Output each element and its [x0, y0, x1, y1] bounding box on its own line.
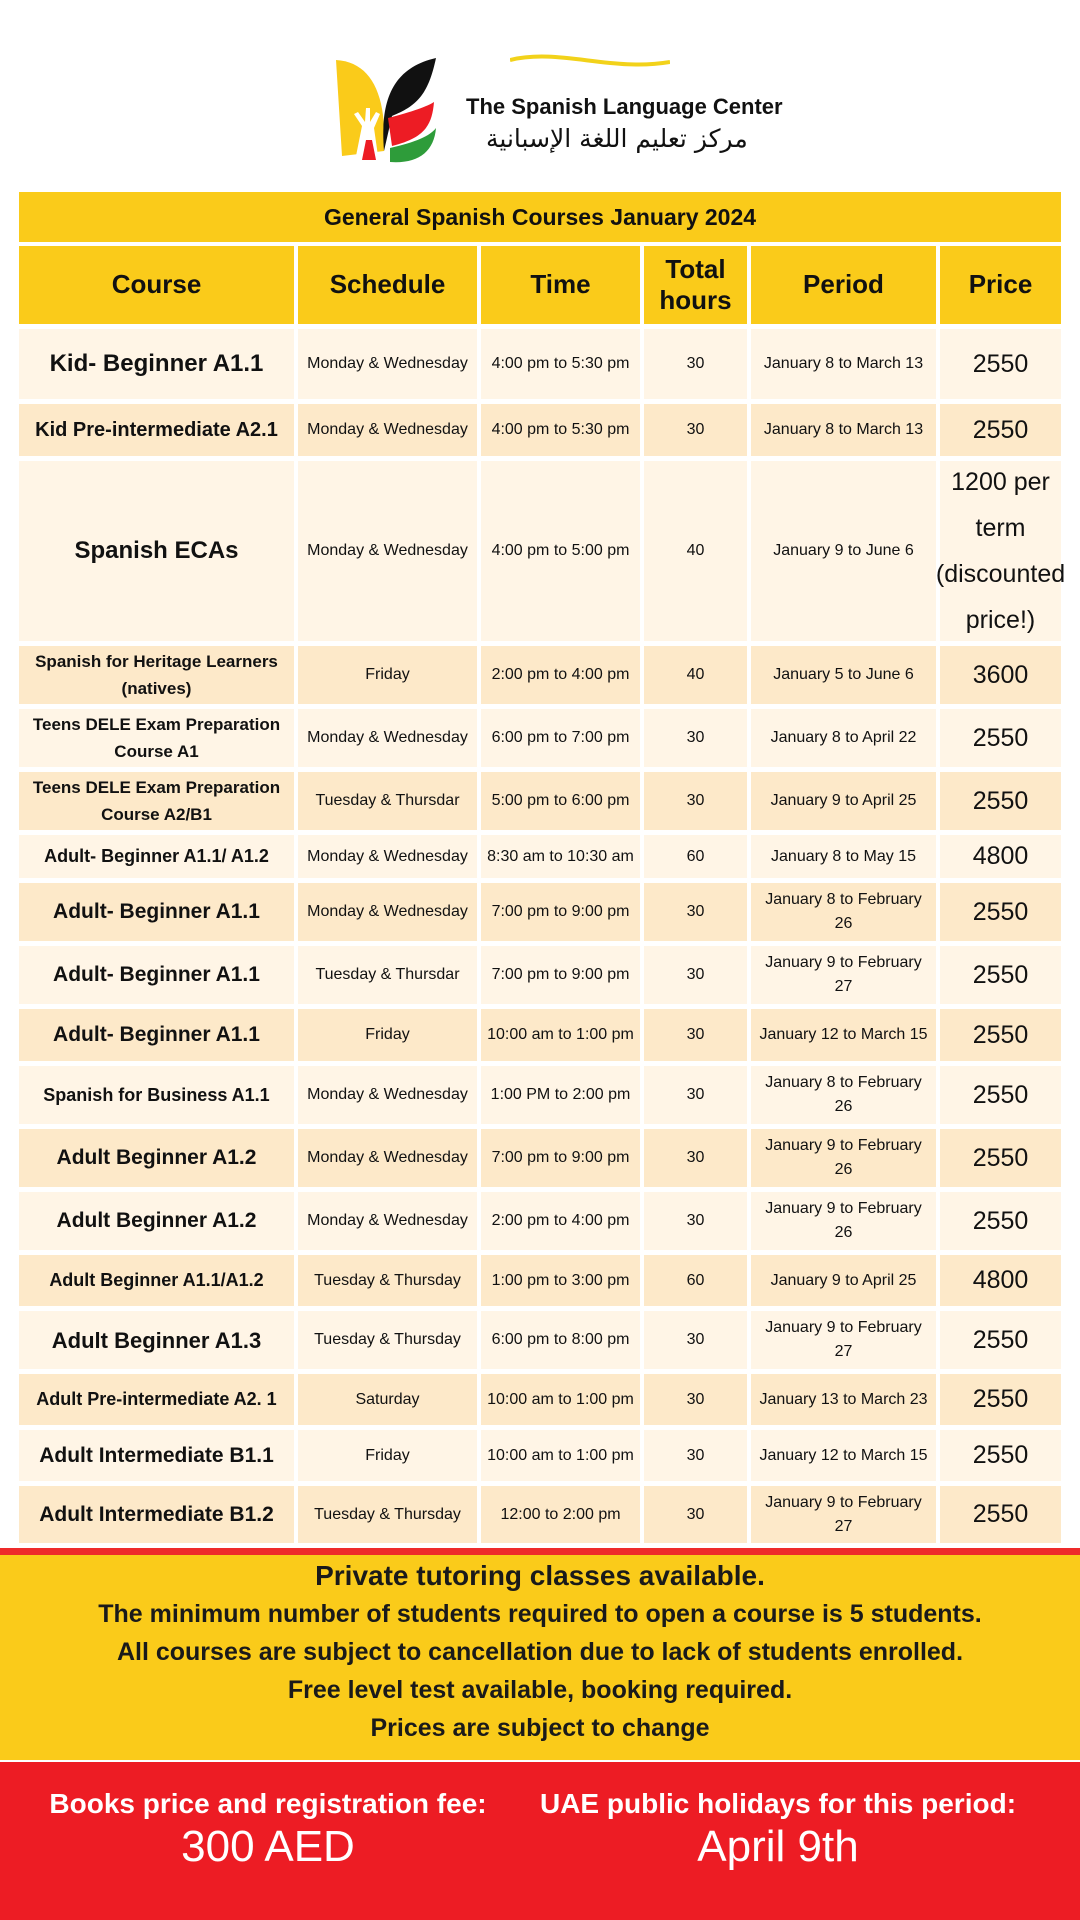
period-cell: January 12 to March 15: [751, 1430, 936, 1481]
time-cell: 6:00 pm to 8:00 pm: [481, 1311, 640, 1369]
course-cell: Adult- Beginner A1.1: [19, 883, 294, 941]
hours-cell: 30: [644, 772, 747, 830]
period-cell: January 8 to March 13: [751, 404, 936, 456]
hours-cell: 30: [644, 1311, 747, 1369]
hours-cell: 30: [644, 1486, 747, 1543]
period-cell: January 8 to March 13: [751, 329, 936, 399]
time-cell: 8:30 am to 10:30 am: [481, 835, 640, 878]
course-cell: Spanish for Business A1.1: [19, 1066, 294, 1124]
holidays-value: April 9th: [697, 1822, 859, 1871]
hours-cell: 30: [644, 883, 747, 941]
footer: [0, 1762, 1080, 1920]
brand-name-arabic: مركز تعليم اللغة الإسبانية: [486, 124, 748, 153]
course-cell: Adult Beginner A1.3: [19, 1311, 294, 1369]
price-cell: 2550: [940, 1129, 1061, 1187]
time-cell: 12:00 to 2:00 pm: [481, 1486, 640, 1543]
books-fee: [0, 1762, 538, 1872]
period-cell: January 13 to March 23: [751, 1374, 936, 1425]
price-cell: 2550: [940, 946, 1061, 1004]
period-cell: January 8 to February 26: [751, 1066, 936, 1124]
header-course: Course: [19, 246, 294, 324]
time-cell: 7:00 pm to 9:00 pm: [481, 883, 640, 941]
price-cell: 4800: [940, 1255, 1061, 1306]
time-cell: 2:00 pm to 4:00 pm: [481, 646, 640, 704]
course-cell: Adult- Beginner A1.1: [19, 946, 294, 1004]
header-total-hours: Total hours: [644, 246, 747, 324]
schedule-cell: Tuesday & Thursdar: [298, 946, 477, 1004]
period-cell: January 9 to February 26: [751, 1192, 936, 1250]
schedule-cell: Tuesday & Thursday: [298, 1255, 477, 1306]
schedule-cell: Monday & Wednesday: [298, 1192, 477, 1250]
period-cell: January 9 to February 26: [751, 1129, 936, 1187]
time-cell: 10:00 am to 1:00 pm: [481, 1374, 640, 1425]
schedule-cell: Tuesday & Thursdar: [298, 772, 477, 830]
books-fee-label: Books price and registration fee:: [49, 1788, 487, 1819]
note-line: The minimum number of students required to open a course is 5 students.: [98, 1600, 982, 1628]
period-cell: January 8 to February 26: [751, 883, 936, 941]
time-cell: 1:00 pm to 3:00 pm: [481, 1255, 640, 1306]
notes-headline: Private tutoring classes available.: [315, 1560, 765, 1591]
price-cell: 2550: [940, 1066, 1061, 1124]
header-price: Price: [940, 246, 1061, 324]
time-cell: 4:00 pm to 5:30 pm: [481, 329, 640, 399]
price-cell: 2550: [940, 1486, 1061, 1543]
holidays: [508, 1762, 1048, 1872]
time-cell: 6:00 pm to 7:00 pm: [481, 709, 640, 767]
price-cell: 2550: [940, 772, 1061, 830]
header-schedule: Schedule: [298, 246, 477, 324]
price-cell: 2550: [940, 1374, 1061, 1425]
course-cell: Kid- Beginner A1.1: [19, 329, 294, 399]
time-cell: 4:00 pm to 5:00 pm: [481, 461, 640, 641]
course-table: [19, 246, 1066, 1543]
schedule-cell: Saturday: [298, 1374, 477, 1425]
hours-cell: 30: [644, 1066, 747, 1124]
schedule-cell: Friday: [298, 1009, 477, 1061]
price-cell: 2550: [940, 1192, 1061, 1250]
course-cell: Adult- Beginner A1.1: [19, 1009, 294, 1061]
hours-cell: 30: [644, 404, 747, 456]
hours-cell: 30: [644, 1192, 747, 1250]
hours-cell: 30: [644, 946, 747, 1004]
period-cell: January 12 to March 15: [751, 1009, 936, 1061]
price-cell: 2550: [940, 404, 1061, 456]
period-cell: January 8 to May 15: [751, 835, 936, 878]
course-cell: Adult Intermediate B1.1: [19, 1430, 294, 1481]
schedule-cell: Tuesday & Thursday: [298, 1486, 477, 1543]
books-fee-value: 300 AED: [181, 1822, 355, 1871]
period-cell: January 9 to April 25: [751, 1255, 936, 1306]
note-line: Prices are subject to change: [370, 1714, 710, 1742]
course-cell: Adult Beginner A1.2: [19, 1129, 294, 1187]
schedule-cell: Monday & Wednesday: [298, 883, 477, 941]
time-cell: 10:00 am to 1:00 pm: [481, 1430, 640, 1481]
course-cell: Adult- Beginner A1.1/ A1.2: [19, 835, 294, 878]
schedule-cell: Tuesday & Thursday: [298, 1311, 477, 1369]
time-cell: 1:00 PM to 2:00 pm: [481, 1066, 640, 1124]
period-cell: January 9 to February 27: [751, 1311, 936, 1369]
price-cell: 3600: [940, 646, 1061, 704]
price-cell: 2550: [940, 1009, 1061, 1061]
header: [0, 0, 1080, 190]
hours-cell: 40: [644, 646, 747, 704]
price-cell: 2550: [940, 709, 1061, 767]
time-cell: 10:00 am to 1:00 pm: [481, 1009, 640, 1061]
time-cell: 4:00 pm to 5:30 pm: [481, 404, 640, 456]
course-cell: Teens DELE Exam Preparation Course A2/B1: [19, 772, 294, 830]
schedule-cell: Monday & Wednesday: [298, 1066, 477, 1124]
course-cell: Adult Beginner A1.2: [19, 1192, 294, 1250]
period-cell: January 5 to June 6: [751, 646, 936, 704]
swoosh-icon: [510, 50, 670, 80]
schedule-cell: Monday & Wednesday: [298, 461, 477, 641]
logo-icon: [332, 56, 442, 166]
course-cell: Adult Beginner A1.1/A1.2: [19, 1255, 294, 1306]
price-cell: 4800: [940, 835, 1061, 878]
course-cell: Spanish for Heritage Learners (natives): [19, 646, 294, 704]
brand-name-english: The Spanish Language Center: [466, 94, 783, 119]
hours-cell: 30: [644, 709, 747, 767]
schedule-cell: Monday & Wednesday: [298, 835, 477, 878]
hours-cell: 30: [644, 1009, 747, 1061]
period-cell: January 9 to February 27: [751, 946, 936, 1004]
time-cell: 7:00 pm to 9:00 pm: [481, 946, 640, 1004]
course-cell: Teens DELE Exam Preparation Course A1: [19, 709, 294, 767]
price-cell: 2550: [940, 883, 1061, 941]
time-cell: 5:00 pm to 6:00 pm: [481, 772, 640, 830]
note-line: Free level test available, booking required.: [287, 1676, 793, 1704]
hours-cell: 30: [644, 1430, 747, 1481]
schedule-cell: Friday: [298, 1430, 477, 1481]
divider: [0, 1548, 1080, 1555]
price-cell: 2550: [940, 1430, 1061, 1481]
period-cell: January 9 to February 27: [751, 1486, 936, 1543]
hours-cell: 60: [644, 1255, 747, 1306]
schedule-cell: Friday: [298, 646, 477, 704]
price-cell: 1200 per term (discounted price!): [940, 461, 1061, 641]
note-line: All courses are subject to cancellation due to lack of students enrolled.: [116, 1638, 964, 1666]
header-time: Time: [481, 246, 640, 324]
header-period: Period: [751, 246, 936, 324]
notes-panel: [0, 1555, 1080, 1760]
schedule-cell: Monday & Wednesday: [298, 329, 477, 399]
course-cell: Kid Pre-intermediate A2.1: [19, 404, 294, 456]
period-cell: January 9 to June 6: [751, 461, 936, 641]
hours-cell: 60: [644, 835, 747, 878]
hours-cell: 40: [644, 461, 747, 641]
course-cell: Adult Intermediate B1.2: [19, 1486, 294, 1543]
schedule-cell: Monday & Wednesday: [298, 709, 477, 767]
hours-cell: 30: [644, 1374, 747, 1425]
period-cell: January 9 to April 25: [751, 772, 936, 830]
price-cell: 2550: [940, 329, 1061, 399]
period-cell: January 8 to April 22: [751, 709, 936, 767]
time-cell: 2:00 pm to 4:00 pm: [481, 1192, 640, 1250]
holidays-label: UAE public holidays for this period:: [539, 1788, 1017, 1819]
course-cell: Spanish ECAs: [19, 461, 294, 641]
page-title: General Spanish Courses January 2024: [19, 192, 1061, 242]
schedule-cell: Monday & Wednesday: [298, 1129, 477, 1187]
schedule-cell: Monday & Wednesday: [298, 404, 477, 456]
time-cell: 7:00 pm to 9:00 pm: [481, 1129, 640, 1187]
price-cell: 2550: [940, 1311, 1061, 1369]
hours-cell: 30: [644, 329, 747, 399]
course-cell: Adult Pre-intermediate A2. 1: [19, 1374, 294, 1425]
hours-cell: 30: [644, 1129, 747, 1187]
